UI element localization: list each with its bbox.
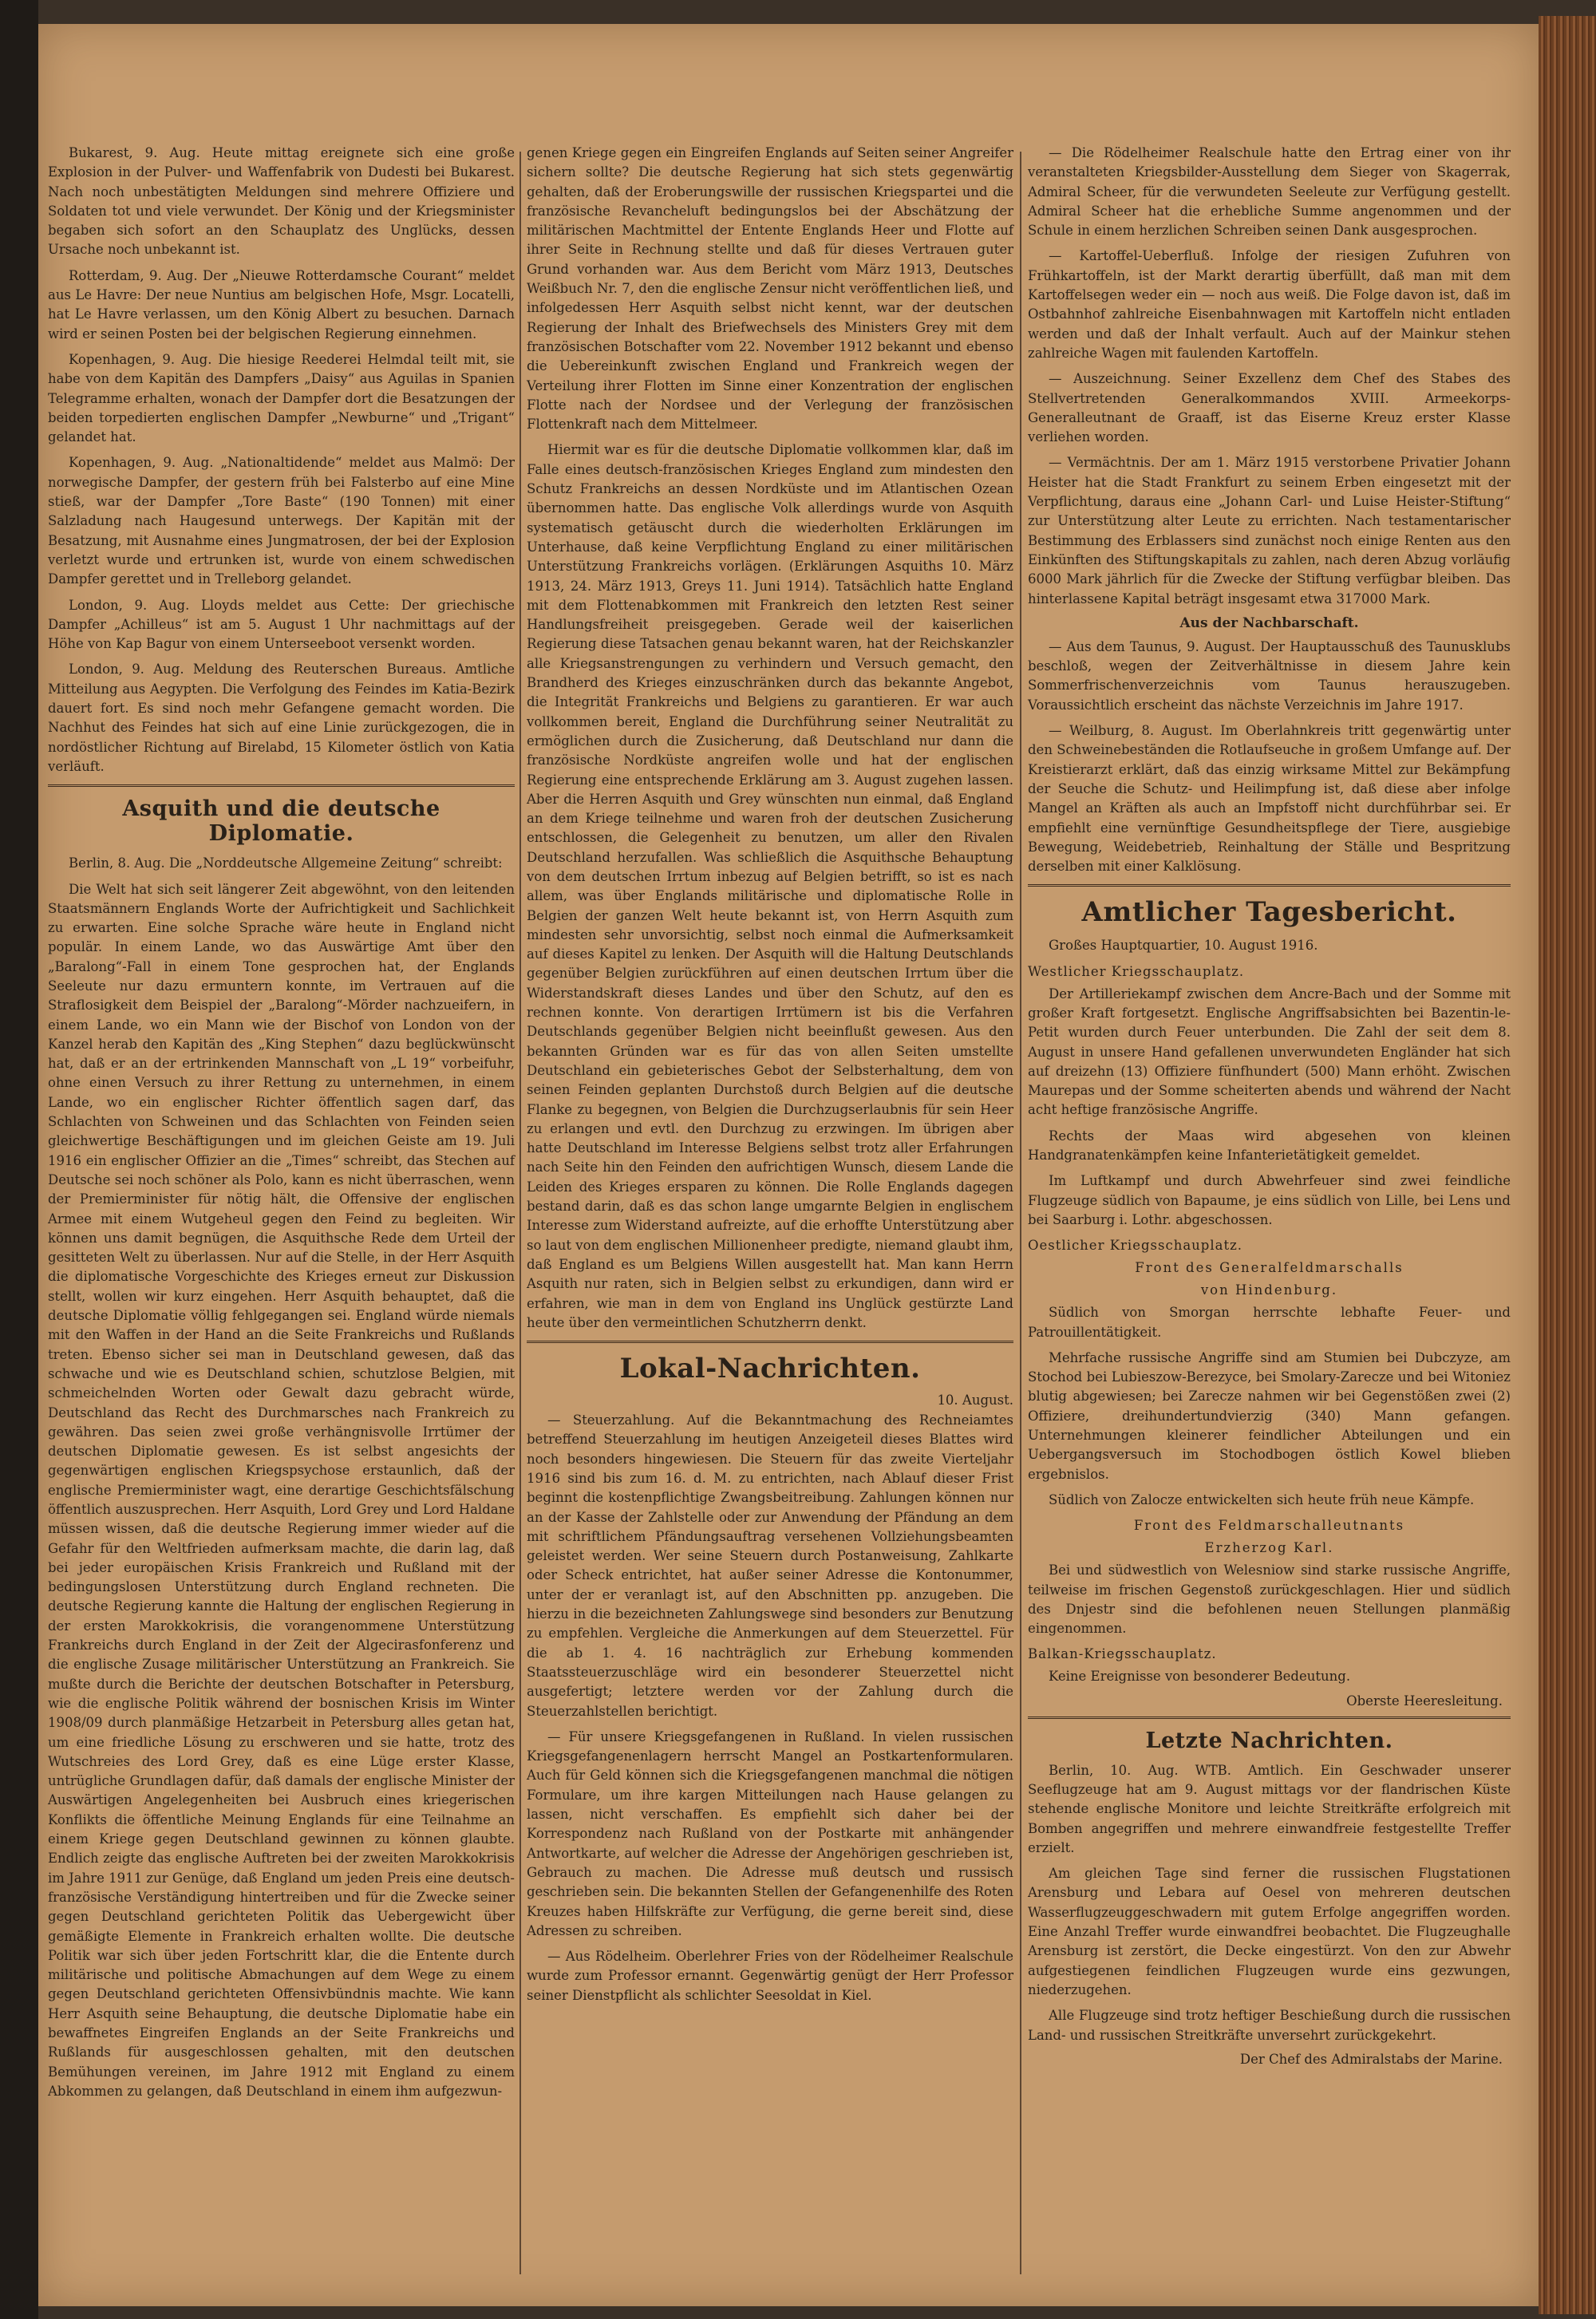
article-paragraph: — Die Rödelheimer Realschule hatte den Ertrag einer von ihr veranstalteten Kriegsbilder-Ausstellung dem Sieger von Skagerrak, Admiral Scheer, für die verwundeten Seeleute zur Verfügung gestellt. Admiral Scheer hat die erhebliche Summe angenommen und der Schule in einem herzlichen Schreiben seinen Dank ausgesprochen. [1028, 145, 1511, 239]
article-paragraph: Am gleichen Tage sind ferner die russischen Flugstationen Arensburg und Lebara auf Oesel von mehreren deutschen Wasserflugzeuggeschwadern mit gutem Erfolge angegriffen worden. Eine Anzahl Treffer wurde einwandfrei beobachtet. Die Flugzeughalle Arensburg ist zerstört, die Decke eingestürzt. Von den zur Abwehr aufgestiegenen feindlichen Flugzeugen wurde eins gezwungen, niederzugehen. [1028, 1866, 1511, 1997]
article-paragraph: — Aus dem Taunus, 9. August. Der Hauptausschuß des Taunusklubs beschloß, wegen der Zeitverhältnisse in diesem Jahre kein Sommerfrischenverzeichnis vom Taunus herauszugeben. Voraussichtlich erscheint das nächste Verzeichnis im Jahre 1917. [1028, 638, 1511, 713]
signature: Der Chef des Admiralstabs der Marine. [1239, 2051, 1503, 2067]
headline-lokal: Lokal-Nachrichten. [619, 1353, 921, 1385]
page-edges [1539, 16, 1596, 2314]
article-paragraph: — Kartoffel-Ueberfluß. Infolge der riesigen Zufuhren von Frühkartoffeln, ist der Markt derartig überfüllt, daß man mit dem Kartoffelsegen weder ein — noch aus weiß. Die Folge davon ist, daß im Ostbahnhof zahlreiche Eisenbahnwagen mit Kartoffeln nicht entladen werden und daß der Inhalt verfault. Auch auf der Mainkur stehen zahlreiche Wagen mit faulenden Kartoffeln. [1028, 248, 1511, 361]
article-paragraph: Alle Flugzeuge sind trotz heftiger Beschießung durch die russischen Land- und russischen Streitkräfte unversehrt zurückgekehrt. [1028, 2008, 1511, 2043]
article-paragraph: Berlin, 8. Aug. Die „Norddeutsche Allgemeine Zeitung“ schreibt: [69, 855, 503, 871]
article-paragraph: London, 9. Aug. Lloyds meldet aus Cette: Der griechische Dampfer „Achilleus“ ist am 5. August 1 Uhr nachmittags auf der Höhe von Kap Bagur von einem Unterseeboot versenkt worden. [48, 597, 515, 652]
column-2 [527, 144, 1013, 2012]
article-paragraph: London, 9. Aug. Meldung des Reuterschen Bureaus. Amtliche Mitteilung aus Aegypten. Die Verfolgung des Feindes im Katia-Bezirk dauert fort. Es sind noch mehr Gefangene gemacht worden. Die Nachhut des Feindes hat sich auf eine Linie zurückgezogen, die in nordöstlicher Richtung auf Birelabd, 15 Kilometer östlich von Katia verläuft. [48, 662, 515, 774]
article-paragraph: Berlin, 10. Aug. WTB. Amtlich. Ein Geschwader unserer Seeflugzeuge hat am 9. August mittags vor der flandrischen Küste stehende englische Monitore und leichte Streitkräfte erfolgreich mit Bomben angegriffen und mehrere einwandfreie festgestellte Treffer erzielt. [1028, 1762, 1511, 1855]
article-paragraph: Die Welt hat sich seit längerer Zeit abgewöhnt, von den leitenden Staatsmännern Englands Worte der Aufrichtigkeit und Sachlichkeit zu erwarten. Eine solche Sprache wäre heute in England nicht populär. In einem Lande, wo das Auswärtige Amt über den „Baralong“-Fall in einem Tone gesprochen hat, der Englands Seeleute nur dazu ermuntern konnte, im Vertrauen auf die Straflosigkeit dem Beispiel der „Baralong“-Mörder nachzueifern, in einem Lande, wo ein Mann wie der Bischof von London von der Kanzel herab den Kapitän des „King Stephen“ dazu beglückwünscht hat, daß er an der ertrinkenden Mannschaft von „L 19“ vorbeifuhr, ohne einen Versuch zu ihrer Rettung zu unternehmen, in einem Lande, wo ein englischer Richter öffentlich sagen darf, das Schlachten von Schweinen und das Schlachten von Feinden seien gleichwertige Beschäftigungen und im gleichen Geiste am 19. Juli 1916 ein englischer Offizier an die „Times“ schreibt, das Stechen auf Deutsche sei noch schöner als Polo, kann es nicht überraschen, wenn der Premierminister für nötig hält, die Offensive der englischen Armee mit einem Wutgeheul gegen den Feind zu begleiten. Wir können uns damit begnügen, die Asquithsche Rede dem Urteil der gesitteten Welt zu überlassen. Nur auf die Stelle, in der Herr Asquith die diplomatische Vorgeschichte des Krieges erneut zur Diskussion stellt, wollen wir kurz eingehen. Herr Asquith behauptet, daß die deutsche Diplomatie völlig fehlgegangen sei. England würde niemals mit den Waffen in der Hand an die Seite Frankreichs und Rußlands treten. Ebenso sicher sei man in Deutschland gewesen, daß das schwache und wie es Deutschland schien, schutzlose Belgien, mit schmeichelnden Worten oder Gewalt dazu gebracht würde, Deutschland das Recht des Durchmarsches nach Frankreich zu gewähren. Das seien zwei große verhängnisvolle Irrtümer der deutschen Diplomatie gewesen. Es ist selbst angesichts der gegenwärtigen englischen Kriegspsychose erstaunlich, daß der englische Premierminister wagt, eine derartige Geschichtsfälschung öffentlich auszusprechen. Herr Asquith, Lord Grey und Lord Haldane müssen wissen, daß die deutsche Regierung immer wieder auf die Gefahr für den Weltfrieden aufmerksam machte, die darin lag, daß bei jeder europäischen Krisis Frankreich und Rußland mit der bedingungslosen Unterstützung durch England rechneten. Die deutsche Regierung kannte die Haltung der englischen Regierung in der ersten Marokkokrisis, die vorangenommene Unterstützung Frankreichs durch England in der Zeit der Algecirasfonferenz und die englische Zusage militärischer Unterstützung an Frankreich. Sie mußte durch die Berichte der deutschen Botschafter in Petersburg, wie die englische Politik während der bosnischen Krisis im Winter 1908/09 durch planmäßige Hetzarbeit in Petersburg alles getan hat, um eine friedliche Lösung zu erschweren und sie hatte, trotz des Wutschreies des Lord Grey, daß es eine Lüge erster Klasse, untrügliche Grundlagen dafür, daß damals der englische Minister der Auswärtigen Angelegenheiten bei Ausbruch eines kriegerischen Konflikts die öffentliche Meinung Englands für eine Teilnahme an einem Kriege gegen Deutschland gewinnen zu können glaubte. Endlich zeigte das englische Auftreten bei der zweiten Marokkokrisis im Jahre 1911 zur Genüge, daß England um jeden Preis eine deutsch-französische Verständigung hintertreiben und für die Zwecke seiner gegen Deutschland gerichteten Politik das Uebergewicht über gemäßigte Elemente in Frankreich erhalten wollte. Die deutsche Politik war sich über jeden Fortschritt klar, die die Entente durch militärische und politische Abmachungen auf dem Wege zu einem gegen Deutschland gerichteten Offensivbündnis machte. Wie kann Herr Asquith seine Behauptung, die deutsche Diplomatie habe ein bewaffnetes Eingreifen Englands an der Seite Frankreichs und Rußlands für ausgeschlossen gehalten, mit den deutschen Bemühungen vereinen, im Jahre 1912 mit England zu einem Abkommen zu gelangen, daß Deutschland in einem ihm aufgezwun- [48, 881, 515, 2099]
front-label: Front des Generalfeldmarschalls [1135, 1260, 1404, 1276]
dateline: 10. August. [937, 1393, 1013, 1408]
section-divider [1028, 884, 1511, 887]
column-3 [1028, 144, 1511, 2073]
front-label: von Hindenburg. [1200, 1282, 1338, 1298]
column-1 [48, 144, 515, 2108]
article-paragraph: — Steuerzahlung. Auf die Bekanntmachung des Rechneiamtes betreffend Steuerzahlung im heutigen Anzeigeteil dieses Blattes wird noch besonders hingewiesen. Die Steuern für das zweite Vierteljahr 1916 sind bis zum 16. d. M. zu entrichten, nach Ablauf dieser Frist beginnt die kostenpflichtige Zwangsbeitreibung. Zahlungen können nur an der Kasse der Zahlstelle oder zur Anwendung der Pfändung an dem mit schriftlichem Pfändungsauftrag versehenen Vollziehungsbeamten geleistet werden. Wer seine Steuern durch Postanweisung, Zahlkarte oder Scheck entrichtet, hat außer seiner Adresse die Kontonummer, unter der er veranlagt ist, auf den Abschnitten pp. anzugeben. Die hierzu in die bezeichneten Zahlungswege sind besonders zur Benutzung zu empfehlen. Vergleiche die Anmerkungen auf dem Steuerzettel. Für die ab 1. 4. 16 nachträglich zur Erhebung kommenden Staatssteuerzuschläge wird ein besonderer Steuerzettel nicht ausgefertigt; letztere werden vor der Zahlung durch die Steuerzahlstellen berichtigt. [527, 1412, 1013, 1719]
article-paragraph: Bukarest, 9. Aug. Heute mittag ereignete sich eine große Explosion in der Pulver- und Waffenfabrik von Dudesti bei Bukarest. Nach noch unbestätigten Meldungen sind mehrere Offiziere und Soldaten tot und viele verwundet. Der König und der Kriegsminister begaben sich sofort an den Schauplatz des Unglücks, dessen Ursache noch unbekannt ist. [48, 145, 515, 258]
article-paragraph: genen Kriege gegen ein Eingreifen Englands auf Seiten seiner Angreifer sichern sollte? Die deutsche Regierung hat sich stets gegenwärtig gehalten, daß der Eroberungswille der russischen Kriegspartei und die französische Revancheluft bedingungslos bei der Abschätzung der militärischen Machtmittel der Entente Englands Heer und Flotte auf ihrer Seite in Rechnung stellte und daß für dieses Vertrauen guter Grund vorhanden war. Aus dem Bericht vom März 1913, Deutsches Weißbuch Nr. 7, den die englische Zensur nicht veröffentlichen ließ, und infolgedessen Herr Asquith selbst nicht kennt, war der deutschen Regierung der Inhalt des Briefwechsels des Ministers Grey mit dem französischen Botschafter vom 22. November 1912 bekannt und ebenso die Uebereinkunft zwischen England und Frankreich wegen der Verteilung ihrer Flotten im Sinne einer Konzentration der englischen Flotte nach der Nordsee und der Verlegung der französischen Flottenkraft nach dem Mittelmeer. [527, 145, 1013, 433]
section-divider [527, 1341, 1013, 1343]
article-paragraph: Südlich von Smorgan herrschte lebhafte Feuer- und Patrouillentätigkeit. [1028, 1305, 1511, 1340]
article-paragraph: — Aus Rödelheim. Oberlehrer Fries von der Rödelheimer Realschule wurde zum Professor ernannt. Gegenwärtig genügt der Herr Professor seiner Dienstpflicht als schlichter Seesoldat in Kiel. [527, 1949, 1013, 2003]
front-label: Erzherzog Karl. [1204, 1540, 1334, 1556]
section-label: Westlicher Kriegsschauplatz. [1028, 963, 1245, 979]
report-dateline: Großes Hauptquartier, 10. August 1916. [1049, 938, 1318, 954]
section-divider [48, 784, 515, 787]
article-paragraph: Rechts der Maas wird abgesehen von kleinen Handgranatenkämpfen keine Infanterietätigkeit gemeldet. [1028, 1128, 1511, 1163]
headline-asquith: Asquith und die deutsche Diplomatie. [122, 796, 440, 847]
article-paragraph: Kopenhagen, 9. Aug. „Nationaltidende“ meldet aus Malmö: Der norwegische Dampfer, der gestern früh bei Falsterbo auf eine Mine stieß, war der Dampfer „Tore Baste“ (190 Tonnen) mit einer Salzladung nach Haugesund unterwegs. Der Kapitän mit der Besatzung, mit Ausnahme eines Jungmatrosen, der bei der Explosion verletzt wurde und ertrunken ist, wurde von einem schwedischen Dampfer gerettet und in Trelleborg gelandet. [48, 455, 515, 587]
front-label: Front des Feldmarschalleutnants [1133, 1518, 1405, 1534]
section-label: Balkan-Kriegsschauplatz. [1028, 1646, 1217, 1662]
article-paragraph: Kopenhagen, 9. Aug. Die hiesige Reederei Helmdal teilt mit, sie habe von dem Kapitän des Dampfers „Daisy“ aus Aguilas in Spanien Telegramme erhalten, wonach der Dampfer dort die Besatzungen der beiden torpedierten englischen Dampfer „Newburne“ und „Trigant“ gelandet hat. [48, 351, 515, 445]
book-spine-left [0, 0, 38, 2319]
article-paragraph: Hiermit war es für die deutsche Diplomatie vollkommen klar, daß im Falle eines deutsch-französischen Krieges England zum mindesten den Schutz Frankreichs an dessen Nordküste und im Atlantischen Ozean übernommen hatte. Das englische Volk allerdings wurde von Asquith systematisch getäuscht durch die wiederholten Erklärungen im Unterhause, daß keine Verpflichtung England zu einer militärischen Unterstützung Frankreichs vorlägen. (Erklärungen Asquiths 10. März 1913, 24. März 1913, Greys 11. Juni 1914). Tatsächlich hatte England mit dem Flottenabkommen mit Frankreich den letzten Rest seiner Handlungsfreiheit preisgegeben. Gerade weil der kaiserlichen Regierung diese Tatsachen genau bekannt waren, hat der Reichskanzler alle Kriegsanstrengungen zu verhindern und Versuch gemacht, den Brandherd des Krieges einzuschränken durch das bekannte Angebot, die Integrität Frankreichs und Belgiens zu garantieren. Er war auch vollkommen bereit, England die Durchführung seiner Neutralität zu ermöglichen durch die Zusicherung, daß Deutschland nur dann die französische Nordküste angreifen wolle und hat der englischen Regierung eine entsprechende Erklärung am 3. August zugehen lassen. Aber die Herren Asquith und Grey wünschten nun einmal, daß England an dem Kriege teilnehme und waren froh der deutschen Zusicherung entschlossen, die Gelegenheit zu benutzen, um aller den Rivalen Deutschland herzufallen. Was schließlich die Asquithsche Behauptung von dem deutschen Irrtum inbezug auf Belgien betrifft, so ist es nach allem, was über Englands militärische und diplomatische Rolle in Belgien der ganzen Welt heute bekannt ist, von Herrn Asquith zum mindesten sehr unvorsichtig, selbst noch einmal die Aufmerksamkeit auf dieses Kapitel zu lenken. Der Asquith will die Haltung Deutschlands gegenüber Belgien zurückführen auf einen deutschen Irrtum über die Widerstandskraft dieses Landes und über den Schutz, auf den es rechnen konnte. Von derartigen Irrtümern ist bis die Verfahren Deutschlands gegenüber Belgien nicht beeinflußt gewesen. Aus den bekannten Gründen war es für das von allen Seiten umstellte Deutschland ein gebieterisches Gebot der Selbsterhaltung, dem von seinen Feinden geplanten Durchstoß durch Belgien auf die deutsche Flanke zu begegnen, von Belgien die Durchzugserlaubnis für sein Heer zu erlangen und evtl. den Durchzug zu erzwingen. Im übrigen aber hatte Deutschland im Interesse Belgiens selbst trotz aller Erfahrungen nach Seite hin den Feinden den aufrichtigen Wunsch, diesem Lande die Leiden des Krieges ersparen zu können. Die Rolle Englands dagegen bestand darin, daß es das schon lange umgarnte Belgien in englischem Interesse zum Widerstand aufreizte, auf die erhoffte Unterstützung aber so laut von dem englischen Millionenheer predigte, niemand glaubt ihm, daß England es um Belgiens Willen ausgestellt hat. Man kann Herrn Asquith nur raten, sich in Belgien selbst zu erkundigen, dann wird er erfahren, wie man in dem von England ins Unglück gestürzte Land heute über den vermeintlichen Schutzherrn denkt. [527, 442, 1013, 1330]
headline-nachbarschaft: Aus der Nachbarschaft. [1179, 614, 1359, 631]
section-label: Oestlicher Kriegsschauplatz. [1028, 1238, 1243, 1254]
article-paragraph: Südlich von Zalocze entwickelten sich heute früh neue Kämpfe. [1049, 1491, 1475, 1507]
article-paragraph: Bei und südwestlich von Welesniow sind starke russische Angriffe, teilweise im frischen Gegenstoß zurückgeschlagen. Hier und südlich des Dnjestr sind die befohlenen neuen Stellungen planmäßig eingenommen. [1028, 1562, 1511, 1637]
article-paragraph: — Auszeichnung. Seiner Exzellenz dem Chef des Stabes des Stellvertretenden Generalkommandos XVIII. Armeekorps-Generalleutnant de Graaff, ist das Eiserne Kreuz erster Klasse verliehen worden. [1028, 371, 1511, 445]
article-paragraph: — Vermächtnis. Der am 1. März 1915 verstorbene Privatier Johann Heister hat die Stadt Frankfurt zu seinem Erben eingesetzt mit der Verpflichtung, daraus eine „Johann Carl- und Luise Heister-Stiftung“ zur Unterstützung alter Leute zu errichten. Nach testamentarischer Bestimmung des Erblassers sind zunächst noch einige Renten aus den Einkünften des Stiftungskapitals zu zahlen, nach deren Abzug vorläufig 6000 Mark jährlich für die Zwecke der Stiftung verfügbar bleiben. Das hinterlassene Kapital beträgt insgesamt etwa 317000 Mark. [1028, 455, 1511, 606]
article-paragraph: Keine Ereignisse von besonderer Bedeutung. [1049, 1669, 1351, 1685]
headline-tagesbericht: Amtlicher Tagesbericht. [1081, 896, 1457, 929]
column-rule [519, 152, 521, 2274]
article-paragraph: Der Artilleriekampf zwischen dem Ancre-Bach und der Somme mit großer Kraft fortgesetzt. Englische Angriffsabsichten bei Bazentin-le-Petit wurden durch Feuer unterbunden. Die Zahl der seit dem 8. August in unsere Hand gefallenen unverwundeten Engländer hat sich auf dreizehn (13) Offiziere fünfhundert (500) Mann erhöht. Zwischen Maurepas und der Somme scheiterten abends und während der Nacht acht heftige französische Angriffe. [1028, 986, 1511, 1118]
newspaper-page [38, 24, 1539, 2306]
article-paragraph: Im Luftkampf und durch Abwehrfeuer sind zwei feindliche Flugzeuge südlich von Bapaume, je eins südlich von Lille, bei Lens und bei Saarburg i. Lothr. abgeschossen. [1028, 1173, 1511, 1227]
article-paragraph: — Weilburg, 8. August. Im Oberlahnkreis tritt gegenwärtig unter den Schweinebeständen die Rotlaufseuche in großem Umfange auf. Der Kreistierarzt erklärt, daß das einzig wirksame Mittel zur Bekämpfung der Seuche die Schutz- und Heilimpfung ist, daß diese aber infolge Mangel an Kräften als auch an Impfstoff nicht durchführbar sei. Er empfiehlt eine vernünftige Gesundheitspflege der Tiere, ausgiebige Bewegung, Weidebetrieb, Reinhaltung der Ställe und Bespritzung derselben mit einer Kalklösung. [1028, 723, 1511, 875]
article-paragraph: Mehrfache russische Angriffe sind am Stumien bei Dubczyze, am Stochod bei Lubieszow-Berezyce, bei Smolary-Zarecze und bei Witoniez blutig abgewiesen; bei Zarecze nahmen wir bei Gegenstößen zwei (2) Offiziere, dreihundertundvierzig (340) Mann gefangen. Unternehmungen kleinerer feindlicher Abteilungen und ein Uebergangsversuch im Stochodbogen östlich Kowel blieben ergebnislos. [1028, 1349, 1511, 1482]
column-rule [1020, 152, 1021, 2274]
signature: Oberste Heeresleitung. [1346, 1693, 1503, 1709]
headline-letzte: Letzte Nachrichten. [1145, 1728, 1393, 1753]
section-divider [1028, 1717, 1511, 1719]
article-paragraph: Rotterdam, 9. Aug. Der „Nieuwe Rotterdamsche Courant“ meldet aus Le Havre: Der neue Nuntius am belgischen Hofe, Msgr. Locatelli, hat Le Havre verlassen, um den König Albert zu besuchen. Darnach wird er seinen Posten bei der belgischen Regierung einnehmen. [48, 267, 515, 342]
article-paragraph: — Für unsere Kriegsgefangenen in Rußland. In vielen russischen Kriegsgefangenenlagern herrscht Mangel an Postkartenformularen. Auch für Geld können sich die Kriegsgefangenen manchmal die nötigen Formulare, um ihre kargen Mitteilungen nach Hause gelangen zu lassen, nicht verschaffen. Es empfiehlt sich daher bei der Korrespondenz nach Rußland von der Postkarte mit anhängender Antwortkarte, auf welcher die Adresse der Angehörigen geschrieben ist, Gebrauch zu machen. Die Adresse muß deutsch und russisch geschrieben sein. Die bekannten Stellen der Gefangenenhilfe des Roten Kreuzes haben Hilfskräfte zur Verfügung, die gerne bereit sind, diese Adressen zu schreiben. [527, 1728, 1013, 1938]
